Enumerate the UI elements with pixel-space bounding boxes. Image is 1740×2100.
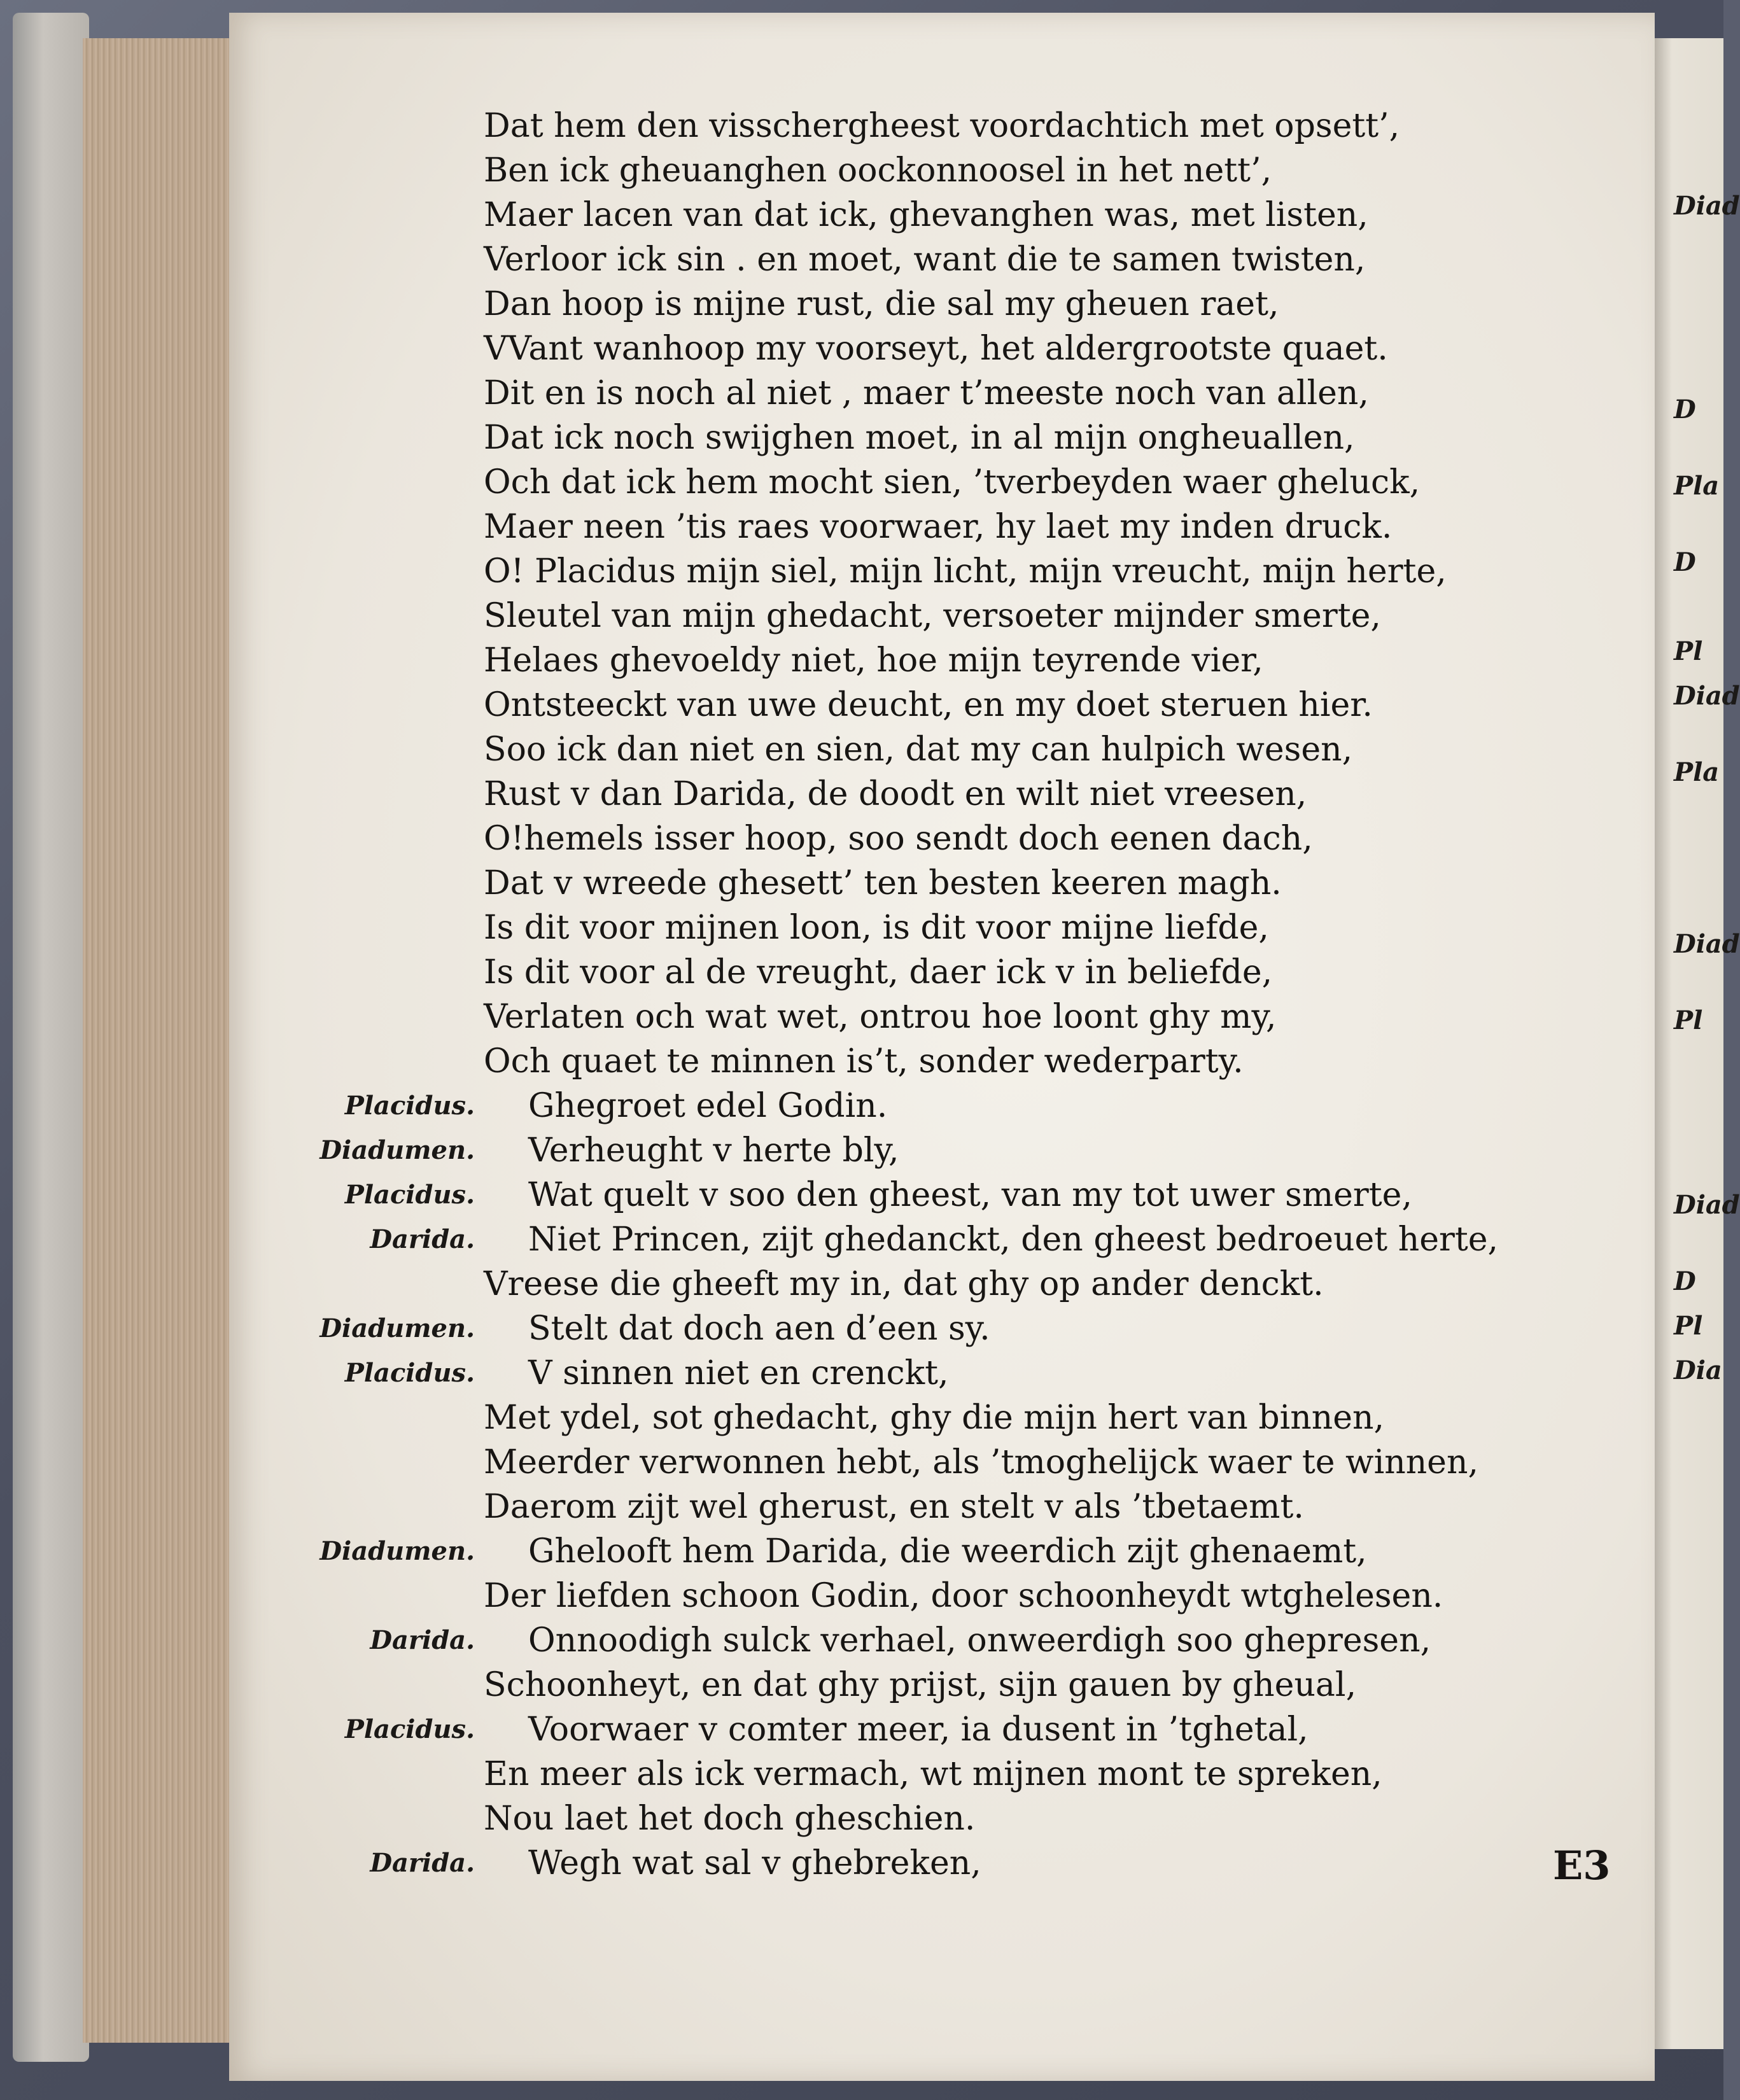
verse-line: Ghegroet edel Godin. (528, 1087, 888, 1125)
verse-line: En meer als ick vermach, wt mijnen mont te spreken, (484, 1755, 1382, 1793)
next-page-speaker: Diad (1674, 681, 1740, 711)
verse-line: Wegh wat sal v ghebreken, (528, 1844, 981, 1882)
speaker-label: Diadumen. (319, 1313, 475, 1343)
verse-line: Onnoodigh sulck verhael, onweerdigh soo ghepresen, (528, 1621, 1431, 1660)
speaker-label: Darida. (370, 1848, 475, 1878)
verse-line: Voorwaer v comter meer, ia dusent in ’tghetal, (528, 1711, 1309, 1749)
verse-line: Niet Princen, zijt ghedanckt, den gheest bedroeuet herte, (528, 1221, 1499, 1259)
next-page-speaker: Pla (1674, 471, 1720, 501)
next-page-speaker: Diad (1674, 929, 1740, 959)
speaker-label: Darida. (370, 1625, 475, 1655)
verse-line: Verlaten och wat wet, ontrou hoe loont ghy my, (484, 998, 1277, 1036)
verse-line: Met ydel, sot ghedacht, ghy die mijn hert van binnen, (484, 1399, 1385, 1437)
verse-line: Verheught v herte bly, (528, 1131, 899, 1170)
verse-line: V sinnen niet en crenckt, (528, 1354, 949, 1392)
next-page-speaker: Pl (1674, 1005, 1703, 1035)
speaker-label: Diadumen. (319, 1135, 475, 1165)
next-page-speaker: Diad (1674, 191, 1740, 221)
speaker-label: Placidus. (344, 1714, 475, 1744)
verse-line: Is dit voor al de vreught, daer ick v in beliefde, (484, 953, 1273, 991)
verse-line: Ghelooft hem Darida, die weerdich zijt ghenaemt, (528, 1532, 1367, 1571)
next-page-speaker: Pla (1674, 757, 1720, 787)
verse-line: Maer lacen van dat ick, ghevanghen was, met listen, (484, 196, 1368, 234)
verse-line: O! Placidus mijn siel, mijn licht, mijn vreucht, mijn herte, (484, 552, 1447, 591)
verse-line: VVant wanhoop my voorseyt, het aldergrootste quaet. (484, 330, 1388, 368)
next-page-speaker: Dia (1674, 1355, 1722, 1385)
speaker-label: Placidus. (344, 1180, 475, 1210)
verse-line: Och quaet te minnen is’t, sonder wederparty. (484, 1042, 1244, 1081)
verse-line: Maer neen ’tis raes voorwaer, hy laet my inden druck. (484, 508, 1393, 546)
speaker-label: Darida. (370, 1224, 475, 1254)
speaker-label: Placidus. (344, 1091, 475, 1121)
speaker-label: Placidus. (344, 1358, 475, 1388)
next-page-speaker: D (1674, 1266, 1696, 1296)
verse-line: Wat quelt v soo den gheest, van my tot uwer smerte, (528, 1176, 1412, 1214)
verse-line: Vreese die gheeft my in, dat ghy op ander denckt. (484, 1265, 1324, 1303)
verse-line: Ben ick gheuanghen oockonnoosel in het nett’, (484, 151, 1272, 190)
next-page-speaker: Diad (1674, 1190, 1740, 1220)
verse-line: Stelt dat doch aen d’een sy. (528, 1310, 990, 1348)
verse-line: Dat v wreede ghesett’ ten besten keeren magh. (484, 864, 1282, 902)
next-page-speaker: Pl (1674, 1311, 1703, 1341)
verse-line: Schoonheyt, en dat ghy prijst, sijn gauen by gheual, (484, 1666, 1357, 1704)
verse-line: Daerom zijt wel gherust, en stelt v als ’tbetaemt. (484, 1488, 1304, 1526)
verse-line: Nou laet het doch gheschien. (484, 1800, 976, 1838)
verse-line: Soo ick dan niet en sien, dat my can hulpich wesen, (484, 731, 1353, 769)
verse-line: Rust v dan Darida, de doodt en wilt niet vreesen, (484, 775, 1307, 813)
verse-line: Dan hoop is mijne rust, die sal my gheuen raet, (484, 285, 1279, 323)
verse-line: Och dat ick hem mocht sien, ’tverbeyden waer gheluck, (484, 463, 1421, 501)
verse-line: Dat ick noch swijghen moet, in al mijn ongheuallen, (484, 419, 1355, 457)
verse-line: Verloor ick sin . en moet, want die te samen twisten, (484, 241, 1366, 279)
verse-line: Dat hem den visschergheest voordachtich met opsett’, (484, 107, 1400, 145)
verse-line: Dit en is noch al niet , maer t’meeste noch van allen, (484, 374, 1369, 412)
verse-line: Ontsteeckt van uwe deucht, en my doet steruen hier. (484, 686, 1373, 724)
verse-line: Is dit voor mijnen loon, is dit voor mijne liefde, (484, 909, 1269, 947)
next-page-speaker: D (1674, 547, 1696, 577)
verse-line: Der liefden schoon Godin, door schoonheydt wtghelesen. (484, 1577, 1443, 1615)
verse-line: Sleutel van mijn ghedacht, versoeter mijnder smerte, (484, 597, 1381, 635)
speaker-label: Diadumen. (319, 1536, 475, 1566)
signature-mark: E3 (1553, 1842, 1611, 1889)
verse-line: Meerder verwonnen hebt, als ’tmoghelijck waer te winnen, (484, 1443, 1478, 1481)
verse-line: Helaes ghevoeldy niet, hoe mijn teyrende vier, (484, 641, 1263, 680)
next-page-speaker: D (1674, 395, 1696, 424)
verse-line: O!hemels isser hoop, soo sendt doch eenen dach, (484, 820, 1313, 858)
next-page-speaker: Pl (1674, 636, 1703, 666)
